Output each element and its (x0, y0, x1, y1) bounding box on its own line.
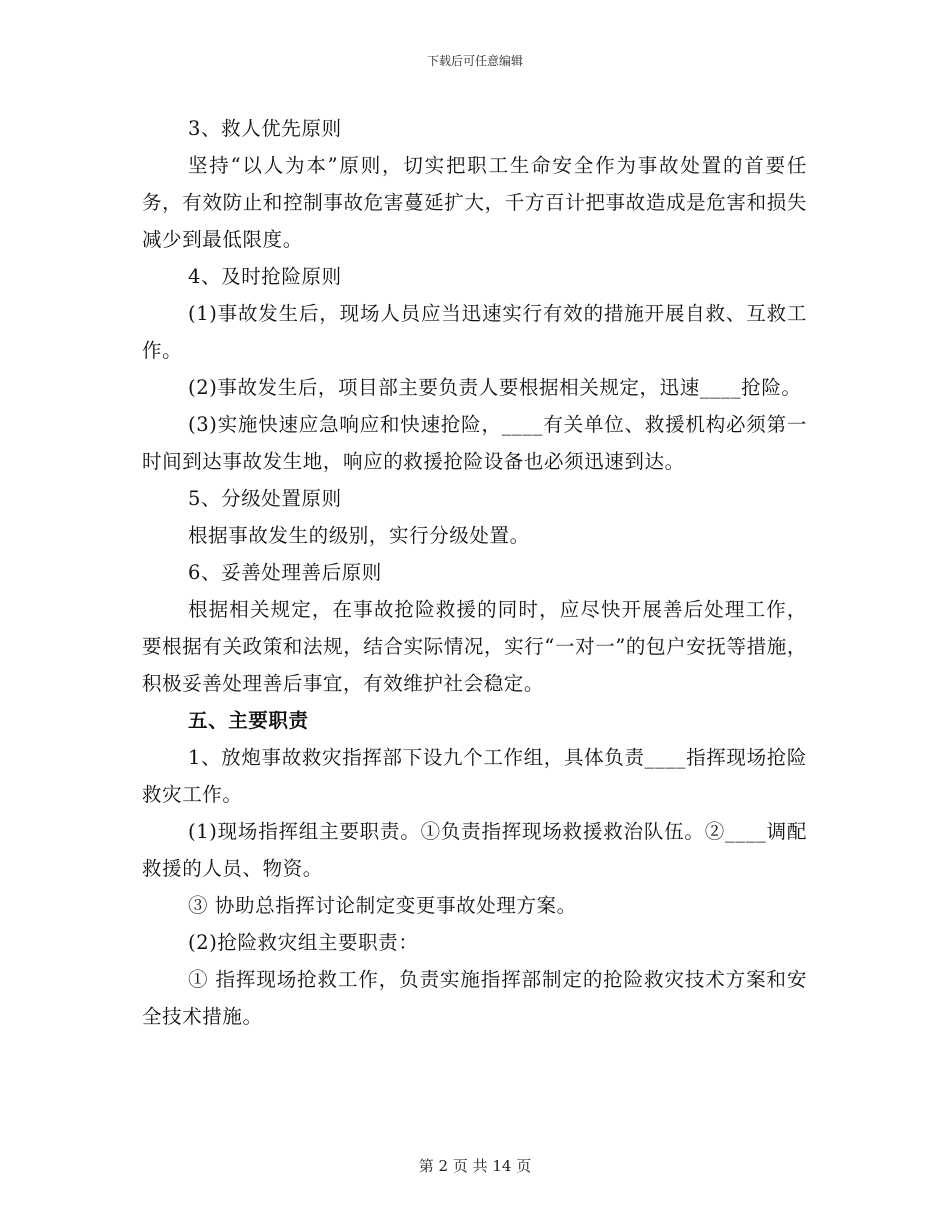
paragraph-timely-rescue-2: (2)事故发生后，项目部主要负责人要根据相关规定，迅速____抢险。 (188, 376, 802, 399)
paragraph-aftermath: 根据相关规定，在事故抢险救援的同时，应尽快开展善后处理工作，要根据有关政策和法规，结合实际情况，实行“一对一”的包户安抚等措施，积极妥善处理善后事宜，有效维护社会稳定。 (142, 598, 807, 695)
document-body (142, 110, 807, 1035)
heading-rescue-priority: 3、救人优先原则 (188, 117, 342, 140)
paragraph-timely-rescue-3: (3)实施快速应急响应和快速抢险，____有关单位、救援机构必须第一时间到达事故发生地，响应的救援抢险设备也必须迅速到达。 (142, 413, 807, 473)
paragraph-rescue-group-1: ① 指挥现场抢救工作，负责实施指挥部制定的抢险救灾技术方案和安全技术措施。 (142, 968, 807, 1028)
paragraph-duties-intro: 1、放炮事故救灾指挥部下设九个工作组，具体负责____指挥现场抢险救灾工作。 (142, 746, 807, 806)
heading-aftermath: 6、妥善处理善后原则 (188, 561, 382, 584)
paragraph-timely-rescue-1: (1)事故发生后，现场人员应当迅速实行有效的措施开展自救、互救工作。 (142, 302, 807, 362)
paragraph-command-group: (1)现场指挥组主要职责。①负责指挥现场救援救治队伍。②____调配救援的人员、物资。 (142, 820, 807, 880)
paragraph-rescue-group: (2)抢险救灾组主要职责： (188, 931, 419, 954)
page-header: 下载后可任意编辑 (426, 54, 523, 68)
heading-graded-handling: 5、分级处置原则 (188, 487, 342, 510)
section-heading-main-duties: 五、主要职责 (188, 709, 309, 732)
paragraph-rescue-priority: 坚持“以人为本”原则，切实把职工生命安全作为事故处置的首要任务，有效防止和控制事故危害蔓延扩大，千方百计把事故造成是危害和损失减少到最低限度。 (142, 154, 807, 251)
paragraph-command-group-3: ③ 协助总指挥讨论制定变更事故处理方案。 (188, 894, 577, 917)
page-footer: 第 2 页 共 14 页 (418, 1157, 532, 1175)
heading-timely-rescue: 4、及时抢险原则 (188, 265, 342, 288)
paragraph-graded-handling: 根据事故发生的级别，实行分级处置。 (188, 524, 530, 547)
